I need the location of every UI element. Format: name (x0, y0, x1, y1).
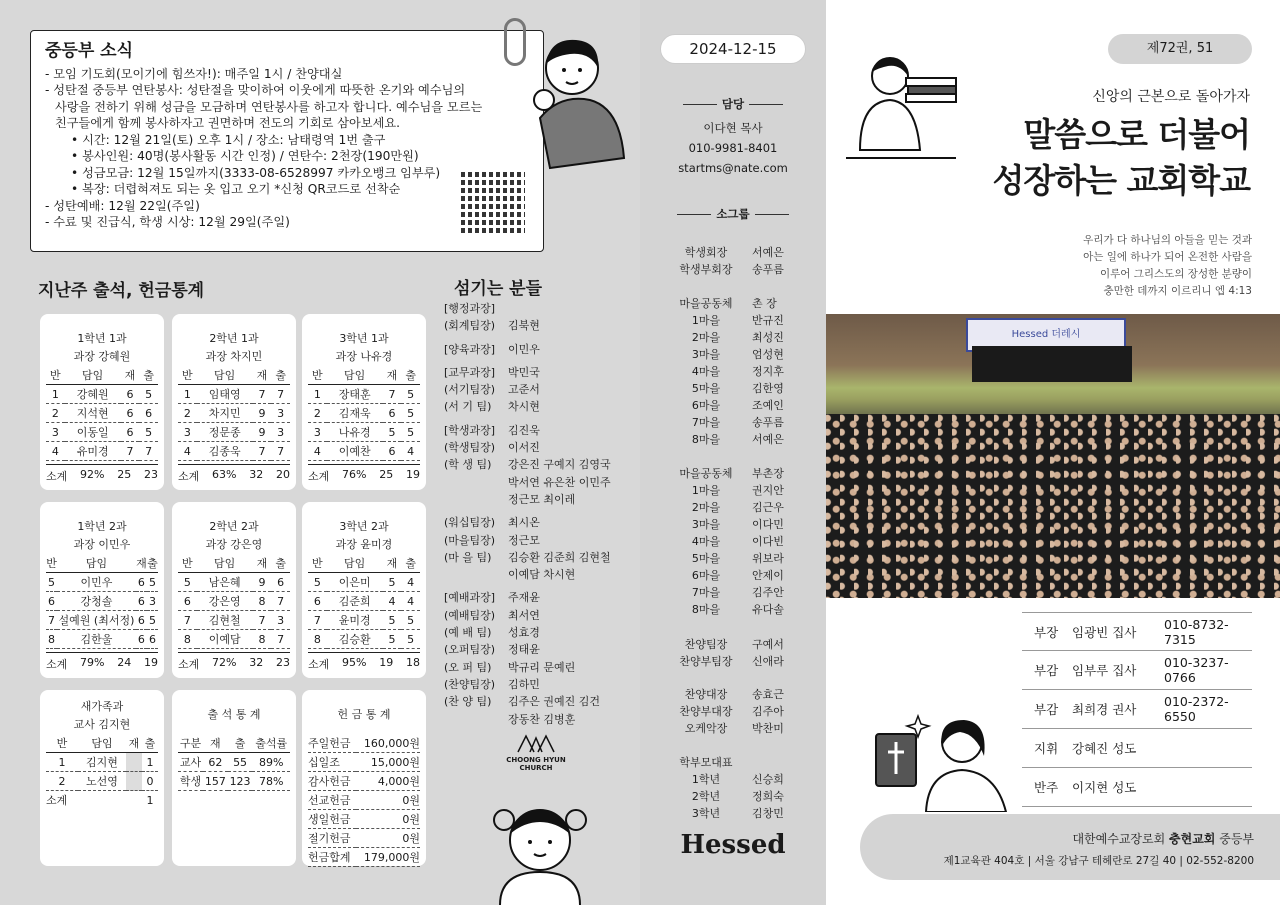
card-title: 3학년 2과 (339, 520, 389, 533)
table-row: 5 이민우 6 5 (46, 573, 158, 592)
contact-row: 부감 임부루 집사 010-3237-0766 (1022, 651, 1252, 690)
subtitle: 신앙의 근본으로 돌아가자 (1092, 89, 1250, 105)
table-row: 주일헌금 160,000원 (308, 734, 420, 753)
table-row: 6 강은영 8 7 (178, 592, 290, 611)
staff-row: (오 퍼 팀) 박규리 문예린 (444, 660, 576, 674)
group-row: 1마을 반규진 (691, 314, 784, 327)
attendance-card (172, 314, 296, 490)
attendance-card (302, 314, 426, 490)
church-logo-text: CHOONG HYUN CHURCH (506, 756, 566, 772)
table-row: 1 강혜원 6 5 (46, 385, 158, 404)
charge-info (640, 118, 826, 178)
table-row: 학생 157 123 78% (178, 772, 290, 791)
table-row: 4 김종욱 7 7 (178, 442, 290, 461)
card-subtitle: 과장 이민우 (73, 538, 131, 551)
attendance-stats-table: 구분 재 출 출석률 교사 62 55 89% 학생 157 123 78% (178, 734, 290, 791)
photo-crowd (826, 414, 1280, 598)
bible-verse: 우리가 다 하나님의 아들을 믿는 것과 아는 일에 하나가 되어 온전한 사람을 이루어 그리스도의 장성한 분량이 충만한 데까지 이르리니 엡 4:13 (1083, 234, 1252, 297)
card-subtitle: 과장 윤미경 (335, 538, 393, 551)
staff-row: 박서연 유은찬 이민주 (508, 475, 611, 489)
staff-row: (찬 양 팀) 김주은 권예진 김건 (444, 695, 601, 709)
group-list (666, 636, 806, 670)
staff-row: (학생팀장) 이서진 (444, 441, 540, 455)
news-line: • 성금모금: 12월 15일까지(3333-08-6528997 카카오뱅크 임부루) (71, 165, 441, 180)
attendance-card (40, 314, 164, 490)
group-row: 찬양부대장 김주아 (679, 705, 784, 718)
group-row: 3마을 엄성현 (691, 348, 784, 361)
table-row: 8 이예담 8 7 (178, 630, 290, 649)
staff-row: (예 배 팀) 성효경 (444, 626, 540, 640)
table-row: 3 나유경 5 5 (308, 423, 420, 442)
person-with-bible-icon (866, 712, 1026, 812)
staff-row: [양육과장] 이민우 (444, 342, 540, 356)
table-row: 1 임태영 7 7 (178, 385, 290, 404)
pastor-phone: 010-9981-8401 (688, 141, 778, 155)
group-row: 1학년 신승희 (691, 773, 784, 786)
card-title: 2학년 2과 (209, 520, 259, 533)
person-with-books-icon (846, 50, 966, 160)
group-row: 찬양부팀장 신애라 (679, 655, 784, 668)
group-row: 2마을 최성진 (691, 331, 784, 344)
news-line: - 수료 및 진급식, 학생 시상: 12월 29일(주일) (45, 215, 290, 229)
group-list (666, 244, 806, 278)
card-subtitle: 과장 강혜원 (73, 350, 131, 363)
qr-code-icon[interactable] (461, 169, 525, 233)
group-row: 7마을 송푸름 (691, 416, 784, 429)
contact-row: 부감 최희경 권사 010-2372-6550 (1022, 690, 1252, 729)
contact-row: 부장 임광빈 집사 010-8732-7315 (1022, 612, 1252, 651)
middle-panel (640, 0, 826, 905)
attendance-table: 반 담임 재 출 5 남은혜 9 6 6 강은영 8 7 7 김현철 7 3 8 이예담 8 7 (178, 554, 290, 649)
table-row: 7 윤미경 5 5 (308, 611, 420, 630)
group-row: 3마을 이다민 (691, 518, 784, 531)
group-list (666, 295, 806, 448)
table-row: 5 이은미 5 4 (308, 573, 420, 592)
church-icon (516, 732, 556, 754)
table-row: 8 김한울 6 6 (46, 630, 158, 649)
news-line: 사랑을 전하기 위해 성금을 모금하며 연탄봉사를 하고자 합니다. 예수님을 모르는 (55, 99, 483, 114)
group-row: 오케악장 박찬미 (684, 722, 784, 735)
group-list (666, 686, 806, 737)
table-row: 감사헌금 4,000원 (308, 772, 420, 791)
photo-banner: Hessed 더레시 (966, 318, 1126, 352)
news-line: - 성탄예배: 12월 22일(주일) (45, 198, 200, 213)
staff-row: [교무과장] 박민국 (444, 365, 540, 379)
group-row: 6마을 안제이 (691, 569, 784, 582)
group-row: 1마을 권지안 (691, 484, 784, 497)
news-title: 중등부 소식 (45, 41, 134, 61)
staff-list (444, 300, 634, 734)
staff-row: [학생과장] 김진욱 (444, 423, 540, 437)
news-line: - 성탄절 중등부 연탄봉사: 성탄절을 맞이하여 이웃에게 따뜻한 온기와 예수님의 (45, 83, 466, 97)
group-row: 6마을 조예인 (691, 399, 784, 412)
attendance-title: 지난주 출석, 헌금통계 (38, 281, 205, 301)
card-title: 1학년 2과 (77, 520, 127, 533)
person-illustration-icon (520, 28, 630, 178)
group-row: 4마을 정지후 (691, 365, 784, 378)
card-subtotal: 소계 79% 24 19 (46, 652, 158, 672)
group-row: 4마을 이다빈 (691, 535, 784, 548)
card-title: 1학년 1과 (77, 332, 127, 345)
news-line: 친구들에게 함께 봉사하자고 권면하며 전도의 기회로 삼아보세요. (55, 116, 400, 130)
staff-row: (회계팀장) 김북현 (444, 319, 540, 333)
table-row: 7 설예원 (최서정) 6 5 (46, 611, 158, 630)
table-row: 2 김재욱 6 5 (308, 404, 420, 423)
group-row: 5마을 위보라 (691, 552, 784, 565)
hessed-logo: Hessed (680, 830, 786, 860)
main-title (992, 112, 1250, 204)
news-line: • 시간: 12월 21일(토) 오후 1시 / 장소: 남태령역 1번 출구 (71, 132, 386, 147)
table-row: 헌금합계 179,000원 (308, 848, 420, 867)
date-badge: 2024-12-15 (660, 34, 806, 64)
news-line: • 복장: 더렵혀져도 되는 옷 입고 오기 *신청 QR코드로 선착순 (71, 182, 401, 196)
staff-row: [행정과장] (444, 302, 496, 315)
news-line: • 봉사인원: 40명(봉사활동 시간 인정) / 연탄수: 2천장(190만원) (71, 149, 419, 163)
news-box (30, 30, 544, 252)
group-row: 마을공동체 촌 장 (679, 297, 777, 310)
volume-badge: 제72권, 51 (1108, 34, 1252, 64)
pastor-name: 이다현 목사 (703, 121, 763, 135)
table-row: 2 지석현 6 6 (46, 404, 158, 423)
card-title: 헌 금 통 계 (337, 708, 391, 721)
staff-row: (서 기 팀) 차시현 (444, 400, 540, 414)
attendance-table: 반 담임 재 출 1 장태훈 7 5 2 김재욱 6 5 3 나유경 5 5 4 이예찬 6 4 (308, 366, 420, 461)
staff-row: 정근모 최이레 (508, 492, 576, 506)
staff-row: [예배과장] 주재윤 (444, 591, 540, 605)
card-subtotal: 소계 63% 32 20 (178, 464, 290, 484)
pastor-email[interactable]: startms@nate.com (678, 161, 788, 175)
group-row: 학생부회장 송푸름 (679, 263, 784, 276)
staff-row: (서기팀장) 고준서 (444, 383, 540, 397)
right-panel (826, 0, 1280, 905)
charge-heading: 담당 (640, 96, 826, 112)
card-subtotal: 소계 76% 25 19 (308, 464, 420, 484)
staff-row: 장동찬 김병훈 (508, 712, 576, 726)
card-title: 3학년 1과 (339, 332, 389, 345)
staff-row: (워십팀장) 최시온 (444, 516, 540, 530)
attendance-card (40, 502, 164, 678)
card-title: 새가족과 (80, 700, 124, 713)
card-title: 출 석 통 계 (207, 708, 261, 721)
contact-list (1022, 612, 1252, 807)
main-title-line: 성장하는 교회학교 (992, 161, 1250, 200)
church-address: 제1교육관 404호 | 서울 강남구 테헤란로 27길 40 | 02-552-8200 (943, 855, 1254, 867)
group-row: 2마을 김근우 (691, 501, 784, 514)
church-footer (860, 814, 1280, 880)
staff-row: (마을팀장) 정근모 (444, 533, 540, 547)
group-row: 2학년 정희숙 (691, 790, 784, 803)
staff-row: (학 생 팀) 강은진 구예지 김영국 (444, 458, 611, 472)
table-row: 4 유미경 7 7 (46, 442, 158, 461)
table-row: 선교헌금 0원 (308, 791, 420, 810)
attendance-table: 반 담임 재 출 1 임태영 7 7 2 차지민 9 3 3 정문종 9 3 4 김종욱 7 7 (178, 366, 290, 461)
table-row: 1 장태훈 7 5 (308, 385, 420, 404)
attendance-stats-card (172, 690, 296, 866)
attendance-table: 반 담임 재 출 1 강혜원 6 5 2 지석현 6 6 3 이동일 6 5 4 유미경 7 7 (46, 366, 158, 461)
group-row: 8마을 서예은 (691, 433, 784, 446)
main-title-line: 말씀으로 더불어 (1023, 115, 1250, 154)
church-name-line: 대한예수교장로회 충현교회 중등부 (1072, 832, 1254, 846)
group-photo (826, 314, 1280, 598)
group-row: 7마을 김주안 (691, 586, 784, 599)
group-heading: 소그룹 (640, 206, 826, 222)
attendance-table: 반 담임 재 출 5 이은미 5 4 6 김준희 4 4 7 윤미경 5 5 8 김승환 5 5 (308, 554, 420, 649)
card-subtotal: 소계 95% 19 18 (308, 652, 420, 672)
table-row: 생일헌금 0원 (308, 810, 420, 829)
group-list (666, 754, 806, 822)
card-title: 2학년 1과 (209, 332, 259, 345)
staff-row: (예배팀장) 최서연 (444, 608, 540, 622)
table-row: 3 정문종 9 3 (178, 423, 290, 442)
group-list (666, 465, 806, 618)
table-row: 2 노선영 0 (46, 772, 158, 791)
church-logo (506, 732, 566, 772)
group-row: 5마을 김한영 (691, 382, 784, 395)
group-row: 학생회장 서예은 (684, 246, 784, 259)
newcomer-table: 반 담임 재 출 1 김지현 1 2 노선영 0 소계 1 (46, 734, 158, 809)
table-row: 6 강청솔 6 3 (46, 592, 158, 611)
staff-row: (마 을 팀) 김승환 김준희 김현철 (444, 550, 611, 564)
card-subtitle: 과장 강은영 (205, 538, 263, 551)
table-row: 2 차지민 9 3 (178, 404, 290, 423)
table-row: 6 김준희 4 4 (308, 592, 420, 611)
table-row: 절기헌금 0원 (308, 829, 420, 848)
staff-row: (오퍼팀장) 정태윤 (444, 643, 540, 657)
news-line: - 모임 기도회(모이기에 힘쓰자!): 매주일 1시 / 찬양대실 (45, 66, 343, 81)
table-row: 5 남은혜 9 6 (178, 573, 290, 592)
attendance-card (302, 502, 426, 678)
staff-title: 섬기는 분들 (454, 279, 543, 299)
offering-stats-card (302, 690, 426, 866)
contact-row: 지휘 강혜진 성도 (1022, 729, 1252, 768)
contact-row: 반주 이지현 성도 (1022, 768, 1252, 807)
table-row: 소계 1 (46, 793, 154, 807)
card-subtotal: 소계 92% 25 23 (46, 464, 158, 484)
card-subtotal: 소계 72% 32 23 (178, 652, 290, 672)
attendance-card (172, 502, 296, 678)
card-subtitle: 교사 김지현 (73, 718, 131, 731)
table-row: 7 김현철 7 3 (178, 611, 290, 630)
table-row: 십일조 15,000원 (308, 753, 420, 772)
card-subtitle: 과장 나유경 (335, 350, 393, 363)
group-row: 학부모대표 (679, 756, 733, 769)
table-row: 4 이예찬 6 4 (308, 442, 420, 461)
photo-screen (972, 346, 1132, 382)
girl-illustration-icon (470, 792, 610, 905)
group-row: 3학년 김창민 (691, 807, 784, 820)
newcomer-card (40, 690, 164, 866)
group-row: 찬양대장 송효근 (684, 688, 784, 701)
table-row: 교사 62 55 89% (178, 753, 290, 772)
attendance-table: 반 담임 재 출 5 이민우 6 5 6 강청솔 6 3 7 설예원 (최서정) 6 5 8 김한울 6 6 (46, 554, 158, 649)
offering-table (308, 734, 420, 867)
table-row: 8 김승환 5 5 (308, 630, 420, 649)
group-row: 마을공동체 부촌장 (679, 467, 784, 480)
card-subtitle: 과장 차지민 (205, 350, 263, 363)
table-row: 1 김지현 1 (46, 753, 158, 772)
staff-row: 이예담 차시현 (508, 568, 576, 582)
staff-row: (찬양팀장) 김하민 (444, 677, 540, 691)
group-row: 8마을 유다솔 (691, 603, 784, 616)
group-row: 찬양팀장 구예서 (684, 638, 784, 651)
table-row: 3 이동일 6 5 (46, 423, 158, 442)
